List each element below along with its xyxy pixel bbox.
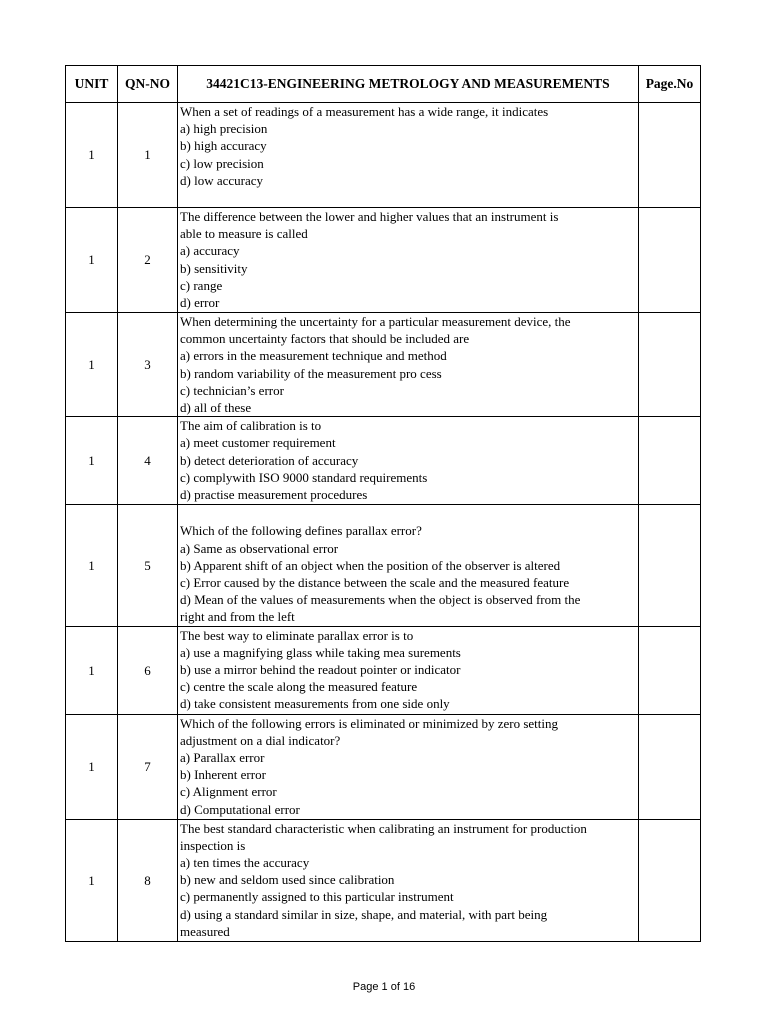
question-option-line: c) complywith ISO 9000 standard requirements: [180, 469, 428, 485]
question-text-line: The best way to eliminate parallax error is to: [180, 627, 414, 643]
question-option-line: a) accuracy: [180, 243, 240, 259]
table-row: [66, 208, 701, 313]
question-option-line: c) range: [180, 277, 223, 293]
table-row: [66, 505, 701, 626]
question-option-line: b) Inherent error: [180, 767, 266, 783]
question-option-line: common uncertainty factors that should be included are: [180, 331, 470, 347]
question-option-line: b) use a mirror behind the readout pointer or indicator: [180, 662, 461, 678]
question-text-line: [180, 505, 638, 522]
page-number-cell: [639, 505, 701, 626]
question-option-line: d) low accuracy: [180, 172, 264, 188]
page-footer: Page 1 of 16: [352, 981, 416, 993]
question-cell: [178, 505, 639, 626]
unit-cell: 1: [66, 313, 118, 417]
question-option-line: measured: [180, 923, 230, 939]
header-unit: UNIT: [66, 66, 118, 103]
question-option-line: a) high precision: [180, 121, 268, 137]
question-number-cell: 7: [118, 714, 178, 819]
question-option-line: b) sensitivity: [180, 260, 248, 276]
table-row: [66, 626, 701, 714]
unit-cell: 1: [66, 208, 118, 313]
question-number-cell: 3: [118, 313, 178, 417]
header-page-no: Page.No: [639, 66, 701, 103]
unit-cell: 1: [66, 505, 118, 626]
question-number-cell: 6: [118, 626, 178, 714]
question-text-line: The difference between the lower and higher values that an instrument is: [180, 209, 559, 224]
question-option-line: d) take consistent measurements from one side only: [180, 696, 450, 712]
table-row: [66, 819, 701, 941]
question-number-cell: 8: [118, 819, 178, 941]
page-number-cell: [639, 626, 701, 714]
question-text-line: The aim of calibration is to: [180, 418, 322, 434]
question-number-cell: 4: [118, 417, 178, 505]
table-row: [66, 714, 701, 819]
page-number-cell: [639, 103, 701, 208]
question-text-line: When determining the uncertainty for a particular measurement device, the: [180, 314, 571, 329]
header-title: 34421C13-ENGINEERING METROLOGY AND MEASUREMENTS: [178, 66, 639, 103]
page-number-cell: [639, 819, 701, 941]
question-option-line: inspection is: [180, 837, 246, 853]
question-option-line: able to measure is called: [180, 226, 308, 242]
unit-cell: 1: [66, 626, 118, 714]
question-option-line: c) low precision: [180, 155, 264, 171]
questions-table: [65, 65, 701, 942]
page-number-cell: [639, 313, 701, 417]
question-cell: [178, 417, 639, 505]
question-option-line: c) centre the scale along the measured feature: [180, 679, 418, 695]
question-option-line: c) permanently assigned to this particular instrument: [180, 889, 454, 905]
unit-cell: 1: [66, 714, 118, 819]
question-number-cell: 1: [118, 103, 178, 208]
table-row: [66, 313, 701, 417]
question-cell: [178, 819, 639, 941]
questions-body: [66, 103, 701, 942]
table-row: [66, 417, 701, 505]
question-option-line: b) Apparent shift of an object when the position of the observer is altered: [180, 557, 561, 573]
unit-cell: 1: [66, 417, 118, 505]
question-option-line: d) all of these: [180, 400, 252, 416]
question-option-line: b) random variability of the measurement pro cess: [180, 365, 442, 381]
question-text-line: The best standard characteristic when calibrating an instrument for production: [180, 820, 587, 836]
unit-cell: 1: [66, 103, 118, 208]
question-text-line: Which of the following errors is eliminated or minimized by zero setting: [180, 715, 558, 731]
question-option-line: d) error: [180, 295, 220, 311]
question-option-line: d) using a standard similar in size, shape, and material, with part being: [180, 906, 548, 922]
question-text-line: When a set of readings of a measurement has a wide range, it indicates: [180, 104, 549, 119]
question-option-line: a) meet customer requirement: [180, 435, 336, 451]
question-number-cell: 5: [118, 505, 178, 626]
page-number-cell: [639, 208, 701, 313]
page-number-cell: [639, 417, 701, 505]
question-option-line: Which of the following defines parallax error?: [180, 523, 422, 539]
question-option-line: right and from the left: [180, 609, 295, 625]
question-option-line: b) detect deterioration of accuracy: [180, 452, 359, 468]
question-option-line: b) new and seldom used since calibration: [180, 872, 395, 888]
header-row: [66, 66, 701, 103]
question-option-line: a) Same as observational error: [180, 540, 339, 556]
question-option-line: c) technician’s error: [180, 382, 284, 398]
question-option-line: adjustment on a dial indicator?: [180, 732, 341, 748]
question-option-line: c) Error caused by the distance between the scale and the measured feature: [180, 575, 570, 591]
question-cell: [178, 313, 639, 417]
question-number-cell: 2: [118, 208, 178, 313]
question-cell: [178, 626, 639, 714]
unit-cell: 1: [66, 819, 118, 941]
table-row: [66, 103, 701, 208]
question-option-line: d) Mean of the values of measurements when the object is observed from the: [180, 592, 581, 608]
question-option-line: a) errors in the measurement technique and method: [180, 348, 447, 364]
question-option-line: a) ten times the accuracy: [180, 855, 310, 871]
question-cell: [178, 103, 639, 208]
question-option-line: a) Parallax error: [180, 750, 265, 766]
question-option-line: d) practise measurement procedures: [180, 487, 368, 503]
header-qn-no: QN-NO: [118, 66, 178, 103]
question-cell: [178, 208, 639, 313]
question-option-line: b) high accuracy: [180, 138, 267, 154]
question-option-line: d) Computational error: [180, 801, 300, 817]
question-option-line: a) use a magnifying glass while taking mea surements: [180, 644, 461, 660]
page-number-cell: [639, 714, 701, 819]
question-option-line: c) Alignment error: [180, 784, 277, 800]
question-cell: [178, 714, 639, 819]
